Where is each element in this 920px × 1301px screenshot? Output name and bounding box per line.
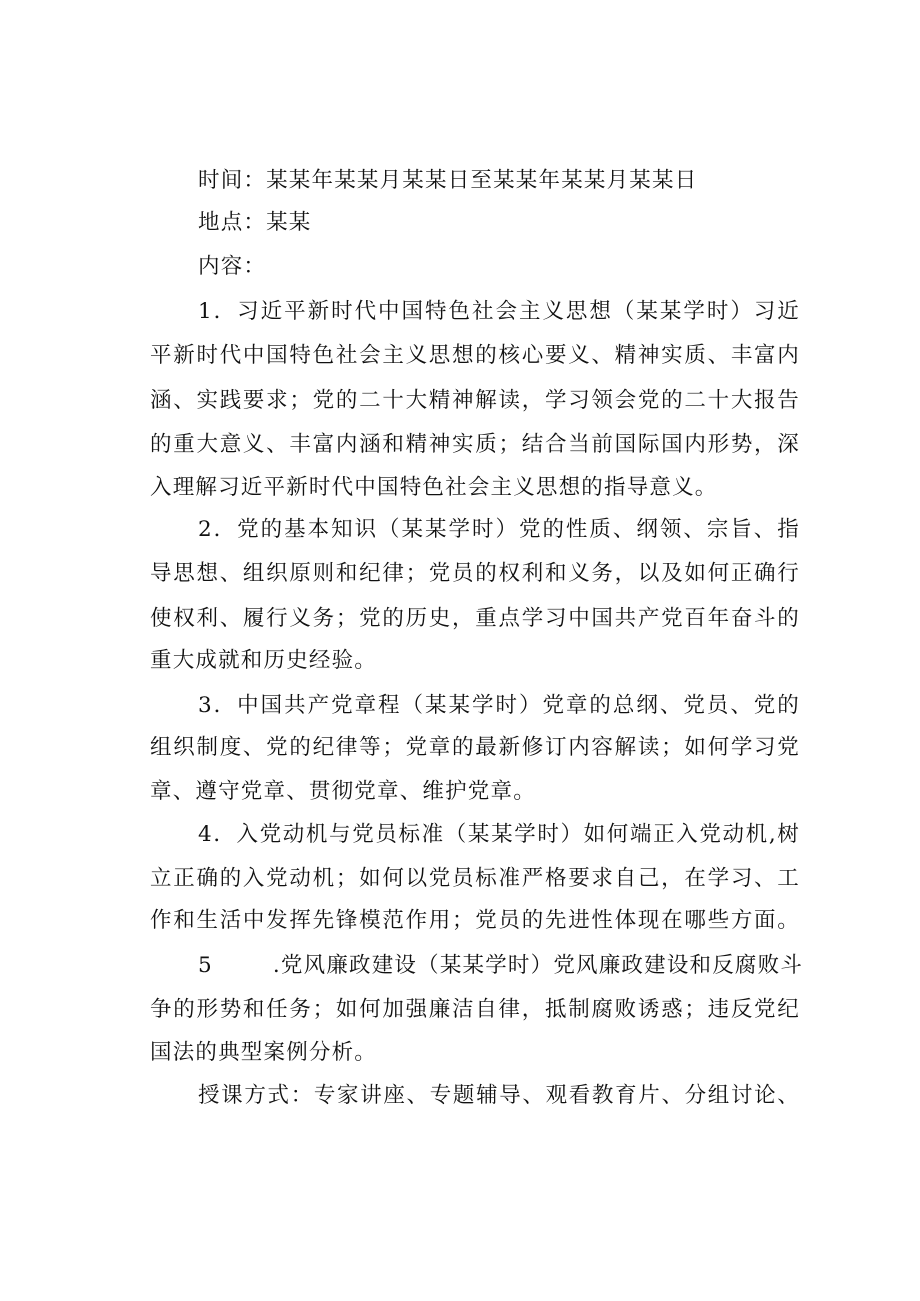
paragraph-2-line-1: 2．党的基本知识（某某学时）党的性质、纲领、宗旨、指 xyxy=(198,517,800,542)
paragraph-5-number: 5 xyxy=(198,953,213,978)
paragraph-5-line-1 xyxy=(198,943,804,989)
paragraph-3-line-2: 组织制度、党的纪律等；党章的最新修订内容解读；如何学习党 xyxy=(150,735,800,760)
paragraph-2-line-4: 重大成就和历史经验。 xyxy=(150,648,378,673)
paragraph-4-line-2: 立正确的入党动机；如何以党员标准严格要求自己，在学习、工 xyxy=(150,866,800,891)
paragraph-3-line-1: 3．中国共产党章程（某某学时）党章的总纲、党员、党的 xyxy=(198,693,800,718)
paragraph-1-line-3: 涵、实践要求；党的二十大精神解读，学习领会党的二十大报告 xyxy=(150,388,800,413)
paragraph-4-line-1: 4．入党动机与党员标准（某某学时）如何端正入党动机,树 xyxy=(198,822,800,847)
paragraph-1-line-2: 平新时代中国特色社会主义思想的核心要义、精神实质、丰富内 xyxy=(150,343,800,368)
paragraph-3-line-3: 章、遵守党章、贯彻党章、维护党章。 xyxy=(150,779,536,804)
teaching-method-line: 授课方式：专家讲座、专题辅导、观看教育片、分组讨论、 xyxy=(198,1083,800,1108)
time-line: 时间：某某年某某月某某日至某某年某某月某某日 xyxy=(198,168,698,193)
paragraph-2-line-2: 导思想、组织原则和纪律；党员的权利和义务，以及如何正确行 xyxy=(150,561,800,586)
paragraph-5-line-3: 国法的典型案例分析。 xyxy=(150,1040,378,1065)
paragraph-4-line-3: 作和生活中发挥先锋模范作用；党员的先进性体现在哪些方面。 xyxy=(150,908,800,933)
paragraph-1-line-4: 的重大意义、丰富内涵和精神实质；结合当前国际国内形势，深 xyxy=(150,432,800,457)
paragraph-5-heading: .党风廉政建设（某某学时）党风廉政建设和反腐败斗 xyxy=(272,953,804,978)
paragraph-1-line-5: 入理解习近平新时代中国特色社会主义思想的指导意义。 xyxy=(150,475,718,500)
location-line: 地点：某某 xyxy=(198,210,312,235)
content-heading: 内容： xyxy=(198,254,267,279)
paragraph-2-line-3: 使权利、履行义务；党的历史，重点学习中国共产党百年奋斗的 xyxy=(150,606,800,631)
paragraph-1-line-1: 1．习近平新时代中国特色社会主义思想（某某学时）习近 xyxy=(198,299,800,324)
paragraph-5-line-2: 争的形势和任务；如何加强廉洁自律，抵制腐败诱惑；违反党纪 xyxy=(150,997,800,1022)
